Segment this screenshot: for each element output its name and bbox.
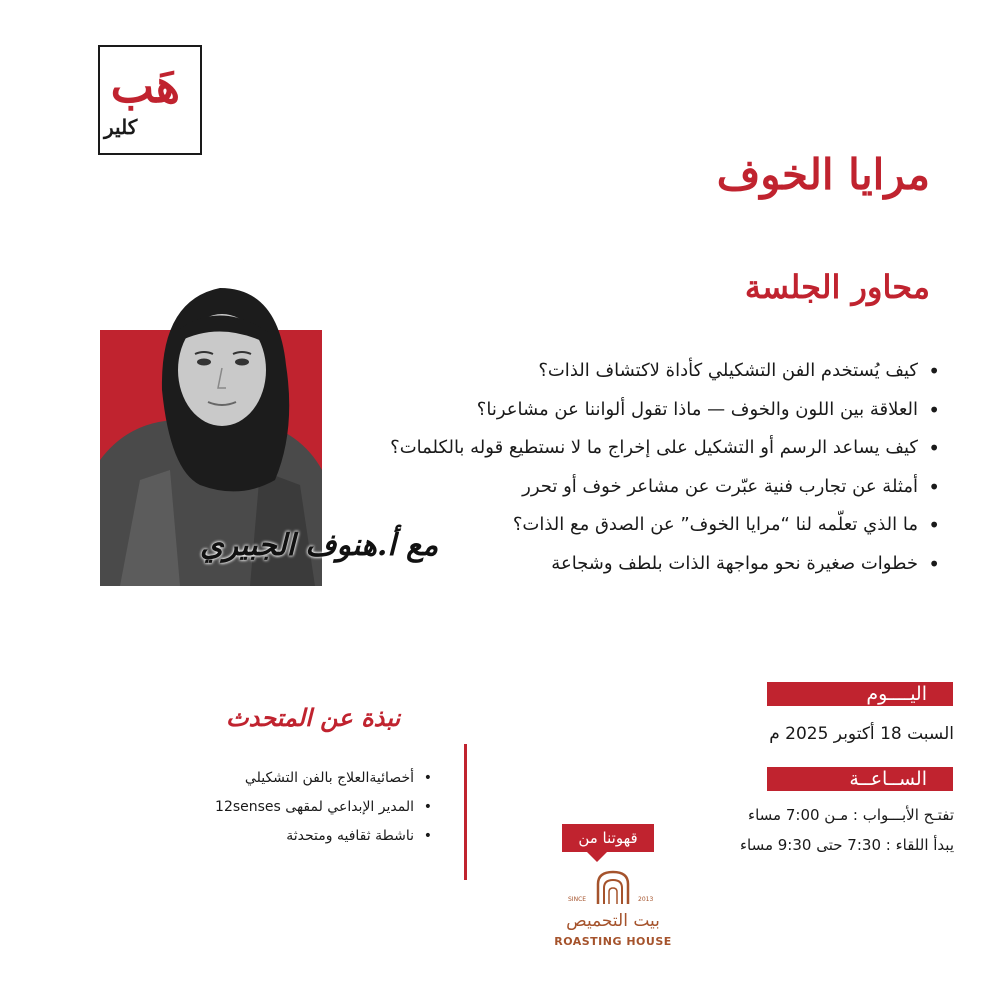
topic-item: • ما الذي تعلّمه لنا “مرايا الخوف” عن الصدق مع الذات؟	[320, 506, 940, 545]
logo-secondary-text: كلير	[104, 115, 138, 139]
divider-line	[464, 744, 467, 880]
topic-item: • كيف يُستخدم الفن التشكيلي كأداة لاكتشاف الذات؟	[320, 352, 940, 391]
speaker-name: مع أ.هنوف الجبيري	[200, 528, 439, 563]
bio-item: • المدير الإبداعي لمقهى 12senses	[215, 793, 432, 822]
bio-item: • أخصائيةالعلاج بالفن التشكيلي	[215, 764, 432, 793]
topic-item: • أمثلة عن تجارب فنية عبّرت عن مشاعر خوف أو تحرر	[320, 468, 940, 507]
sponsor-tag: قهوتنا من	[562, 824, 654, 852]
session-topics-heading: محاور الجلسة	[744, 268, 930, 306]
brand-logo	[98, 45, 202, 155]
topic-item: • خطوات صغيرة نحو مواجهة الذات بلطف وشجاعة	[320, 545, 940, 584]
sponsor-name-english: ROASTING HOUSE	[554, 935, 672, 948]
day-value: السبت 18 أكتوبر 2025 م	[769, 724, 954, 744]
doors-open-time: تفتـح الأبـــواب : مـن 7:00 مساء	[748, 806, 954, 824]
time-label: الســاعــة	[767, 767, 953, 791]
bio-item: • ناشطة ثقافيه ومتحدثة	[215, 822, 432, 851]
session-time: يبدأ اللقاء : 7:30 حتى 9:30 مساء	[739, 836, 954, 854]
day-label: اليــــوم	[767, 682, 953, 706]
speaker-bio-list	[215, 764, 432, 851]
sponsor-since-year: 2013	[638, 896, 654, 903]
logo-main-text: هَب	[110, 59, 180, 113]
sponsor-name-arabic: بيت التحميص	[566, 911, 660, 931]
sponsor-tag-pointer	[587, 852, 607, 862]
speaker-bio-heading: نبذة عن المتحدث	[226, 703, 401, 732]
topic-item: • كيف يساعد الرسم أو التشكيل على إخراج ما لا نستطيع قوله بالكلمات؟	[320, 429, 940, 468]
sponsor-since-label: SINCE	[568, 896, 587, 903]
event-title: مرايا الخوف	[716, 150, 930, 199]
topic-item: • العلاقة بين اللون والخوف — ماذا تقول ألواننا عن مشاعرنا؟	[320, 391, 940, 430]
